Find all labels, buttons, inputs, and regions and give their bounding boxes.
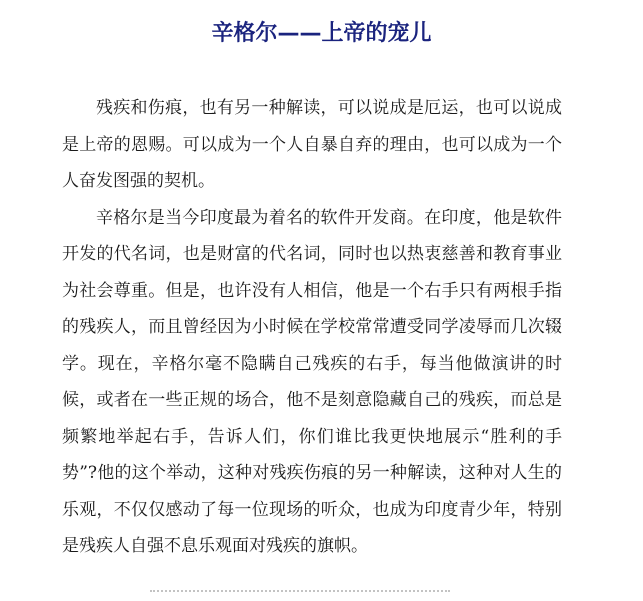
document-title: 辛格尔——上帝的宠儿 — [211, 21, 432, 46]
paragraph-2: 辛格尔是当今印度最为着名的软件开发商。在印度，他是软件开发的代名词，也是财富的代名词，同时也以热衷慈善和教育事业为社会尊重。但是，也许没有人相信，他是一个右手只有两根手指的残疾人，而且曾经因为小时候在学校常常遭受同学凌辱而几次辍学。现在，辛格尔毫不隐瞒自己残疾的右手，每当他做演讲的时候，或者在一些正规的场合，他不是刻意隐藏自己的残疾，而总是频繁地举起右手，告诉人们，你们谁比我更快地展示“胜利的手势”?他的这个举动，这种对残疾伤痕的另一种解读，这种对人生的乐观，不仅仅感动了每一位现场的听众，也成为印度青少年，特别是残疾人自强不息乐观面对残疾的旗帜。 — [62, 207, 562, 556]
paragraph-1: 残疾和伤痕，也有另一种解读，可以说成是厄运，也可以说成是上帝的恩赐。可以成为一个人自暴自弃的理由，也可以成为一个人奋发图强的契机。 — [62, 98, 562, 191]
document-body — [62, 90, 562, 565]
truncated-next-line — [150, 590, 450, 594]
